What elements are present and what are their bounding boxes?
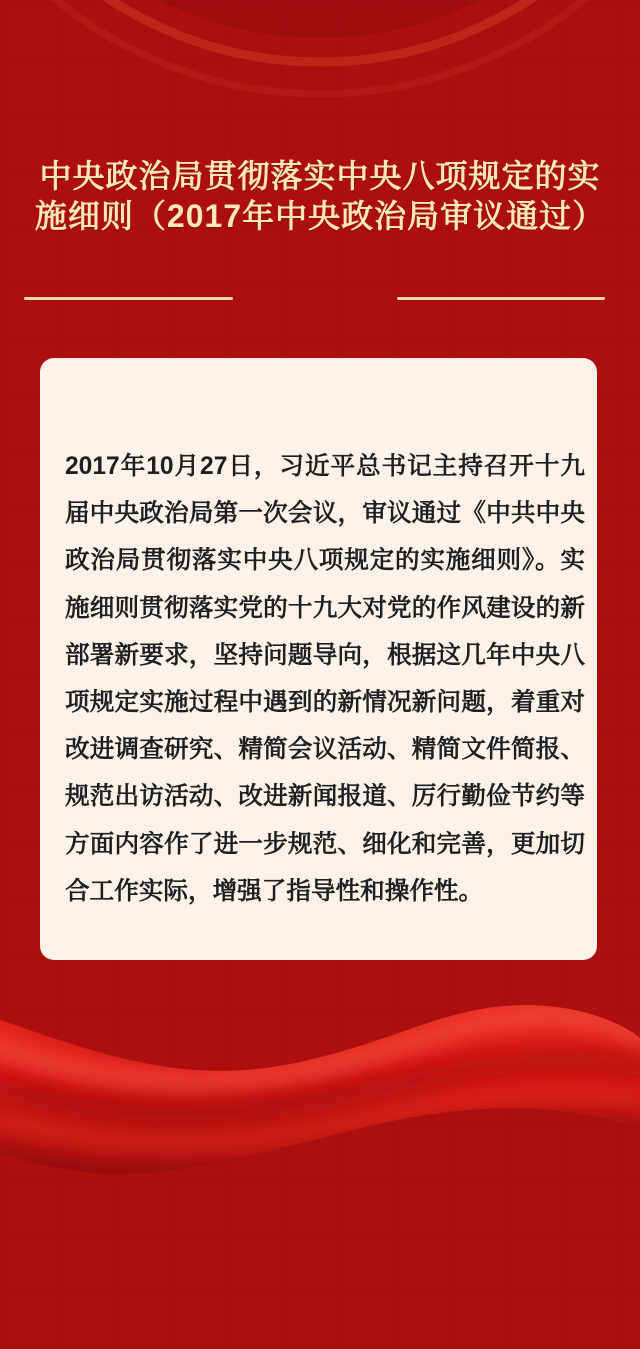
ribbon-highlight-lower xyxy=(0,1096,640,1144)
ribbon-shadow-valley xyxy=(0,1063,640,1115)
content-card xyxy=(40,358,597,960)
title-divider-right xyxy=(397,297,605,300)
arc-ring-bright xyxy=(0,0,640,62)
top-arcs-decoration xyxy=(0,0,640,180)
body-paragraph: 2017年10月27日，习近平总书记主持召开十九届中央政治局第一次会议，审议通过《中共中央政治局贯彻落实中央八项规定的实施细则》。实施细则贯彻落实党的十九大对党的作风建设的新部署新要求，坚持问题导向，根据这几年中央八项规定实施过程中遇到的新情况新问题，着重对改进调查研究、精简会议活动、精简文件简报、规范出访活动、改进新闻报道、厉行勤俭节约等方面内容作了进一步规范、细化和完善，更加切合工作实际，增强了指导性和操作性。 xyxy=(65,453,585,905)
ribbon-highlight-top xyxy=(0,1016,640,1081)
red-ribbon-decoration xyxy=(0,950,640,1349)
page-title-line-2: 施细则（2017年中央政治局审议通过） xyxy=(34,198,606,234)
title-divider-left xyxy=(24,297,233,300)
page-title xyxy=(0,156,640,236)
ribbon-shadow-bottom xyxy=(0,1124,640,1178)
ribbon-band xyxy=(0,1005,640,1174)
arc-ring-faint xyxy=(0,0,640,94)
page-title-line-1: 中央政治局贯彻落实中央八项规定的实 xyxy=(39,158,601,194)
arc-inner-cap xyxy=(0,0,640,38)
